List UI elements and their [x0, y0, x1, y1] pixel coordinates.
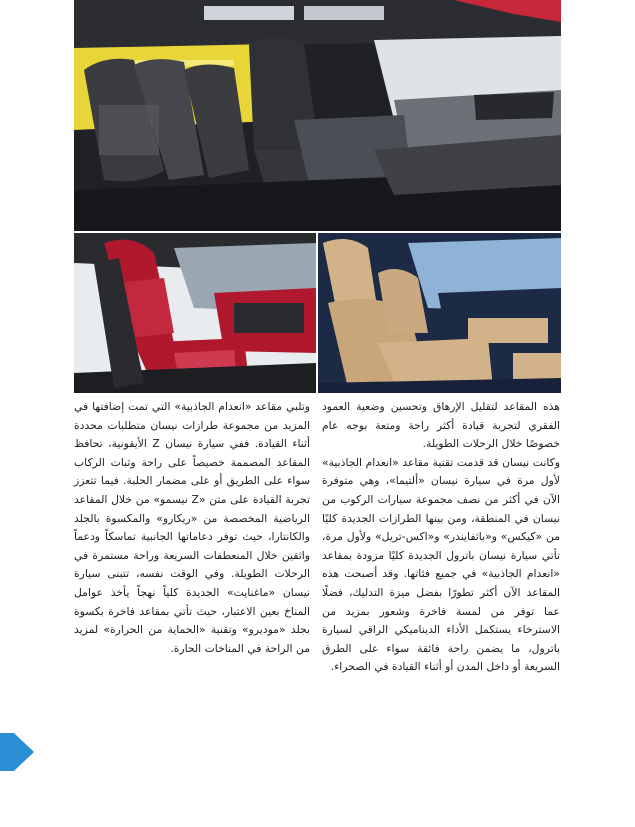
- article-column-left: [74, 398, 310, 658]
- paragraph: هذه المقاعد لتقليل الإرهاق وتحسين وضعية العمود الفقري لتجربة قيادة أكثر راحة ومتعة بوجه عام خصوصًا خلال الرحلات الطويلة.: [322, 400, 560, 451]
- paragraph: وكانت نيسان قد قدمت تقنية مقاعد «انعدام الجاذبية» لأول مرة في سيارة نيسان «ألتيما»، وهي متوفرة الآن في أكثر من نصف مجموعة سيارات الركوب من نيسان في المنطقة، ومن بينها الطرازات الجديدة كليًا من «كيكس» و«باثفايندر» و«اكس-تريل» ولأول مرة، تأتي سيارة نيسان باترول الجديدة كليًا مزودة بمقاعد «انعدام الجاذبية» في جميع فئاتها. وقد أصبحت هذه المقاعد الآن أكثر تطورًا بفضل ميزة التدليك، فضلًا عما توفر من لمسة فاخرة وشعور بمزيد من الاسترخاء يستكمل الأداء الديناميكي الراقي لسيارة باترول، ما يضمن راحة فائقة سواء على الطرق السريعة أو داخل المدن أو أثناء القيادة في الصحراء.: [322, 455, 560, 674]
- paragraph: وتلبي مقاعد «انعدام الجاذبية» التي تمت إضافتها في المزيد من مجموعة طرازات نيسان متطلبات محددة أثناء القيادة. ففي سيارة نيسان Z الأيقونية، تحافظ المقاعد المصممة خصيصاً على راحة وثبات الركاب سواء على الطريق أو على مضمار الحلبة. فيما تتعزز تجربة القيادة على متن «Z نيسمو» من خلال المقاعد الرياضية المخصصة من «ريكارو» والمكسوة بالجلد والكانتارا، حيث توفر دعاماتها الجانبية تماسكاً ودعماً واثقين خلال المنعطفات السريعة وراحة مستمرة في الرحلات الطويلة. وفي الوقت نفسه، تتبنى سيارة نيسان «ماغنايت» الجديدة كلياً نهجاً يأخذ عوامل المناخ بعين الاعتبار، حيث تأتي بمقاعد فاخرة بكسوة بجلد «موديرو» وتقنية «الحماية من الحرارة» لمزيد من الراحة في المناخات الحارة.: [74, 400, 310, 655]
- red-seats-photo: [74, 233, 316, 393]
- page-tab-arrow-icon: [0, 733, 34, 771]
- tan-seats-photo: [318, 233, 561, 393]
- car-interior-photo: [74, 0, 561, 231]
- article-column-right: [322, 398, 560, 677]
